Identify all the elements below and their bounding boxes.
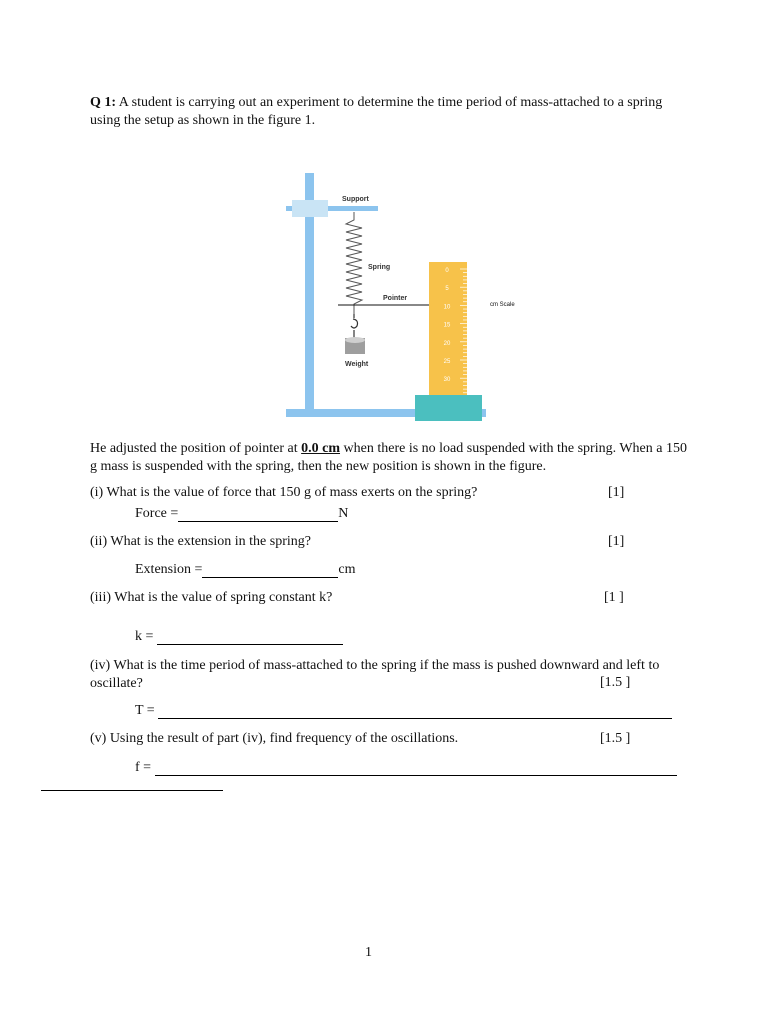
pointer-label: Pointer: [383, 295, 408, 302]
T-answer-field[interactable]: [158, 704, 672, 719]
paragraph-before: He adjusted the position of pointer at: [90, 441, 302, 456]
scale-tick-label: 15: [443, 322, 451, 329]
part-iii-question: (iii) What is the value of spring constant k?: [90, 590, 333, 605]
answer-prefix-force: Force =: [135, 506, 179, 521]
scale-tick-label: 25: [443, 359, 451, 365]
part-iii-answer: [135, 629, 343, 645]
scale-tick-label: 0: [445, 268, 449, 274]
scale-tick-label: 10: [443, 304, 451, 311]
question-intro: [90, 94, 690, 130]
weight-label: Weight: [345, 361, 369, 368]
hook: [351, 319, 358, 328]
answer-prefix-f: f =: [135, 760, 152, 775]
spring-label: Spring: [368, 264, 391, 271]
spring-experiment-figure: [278, 168, 538, 422]
scale-base-block: [415, 395, 482, 421]
clamp: [292, 200, 328, 217]
part-v-answer: [135, 760, 677, 776]
footnote-separator: [41, 790, 223, 791]
scale-tick-label: 20: [443, 340, 451, 347]
extension-answer-field[interactable]: [202, 563, 338, 578]
part-iv-marks: [1.5 ]: [600, 675, 631, 690]
scale-tick-label: 30: [443, 377, 451, 384]
k-answer-field[interactable]: [157, 630, 343, 645]
answer-unit-newton: N: [338, 506, 349, 521]
answer-prefix-extension: Extension =: [135, 562, 203, 577]
part-ii-marks: [1]: [608, 534, 625, 549]
part-i-answer: [135, 506, 348, 522]
part-i-marks: [1]: [608, 485, 625, 500]
spring: [346, 212, 362, 314]
part-ii-question: (ii) What is the extension in the spring?: [90, 534, 311, 549]
part-iv-answer: [135, 703, 672, 719]
part-iv-question-line2: oscillate?: [90, 676, 143, 691]
f-answer-field[interactable]: [155, 761, 677, 776]
setup-paragraph: [90, 440, 690, 476]
paragraph-line2: g mass is suspended with the spring, then the new position is shown in the figure.: [90, 459, 547, 474]
part-v-question: (v) Using the result of part (iv), find frequency of the oscillations.: [90, 731, 459, 746]
answer-unit-cm: cm: [338, 562, 356, 577]
pointer-position-emphasis: 0.0 cm: [301, 441, 341, 456]
part-iii-marks: [1 ]: [604, 590, 624, 605]
answer-prefix-T: T =: [135, 703, 155, 718]
part-ii-answer: [135, 562, 356, 578]
page-number: 1: [365, 945, 372, 960]
support-label: Support: [342, 196, 369, 203]
scale-tick-label: 5: [445, 286, 449, 293]
question-intro-line1: A student is carrying out an experiment to determine the time period of mass-attached to a spring: [118, 95, 663, 110]
part-i-question: (i) What is the value of force that 150 g of mass exerts on the spring?: [90, 485, 478, 500]
part-iv-question-line1: (iv) What is the time period of mass-attached to the spring if the mass is pushed downward and left to: [90, 658, 660, 673]
force-answer-field[interactable]: [178, 507, 338, 522]
scale-label: cm Scale: [490, 302, 515, 308]
question-label: Q 1:: [90, 95, 117, 110]
paragraph-after: when there is no load suspended with the spring. When a 150: [340, 441, 687, 456]
part-v-marks: [1.5 ]: [600, 731, 631, 746]
question-intro-line2: using the setup as shown in the figure 1.: [90, 113, 316, 128]
answer-prefix-k: k =: [135, 629, 154, 644]
cm-scale: [429, 262, 467, 396]
